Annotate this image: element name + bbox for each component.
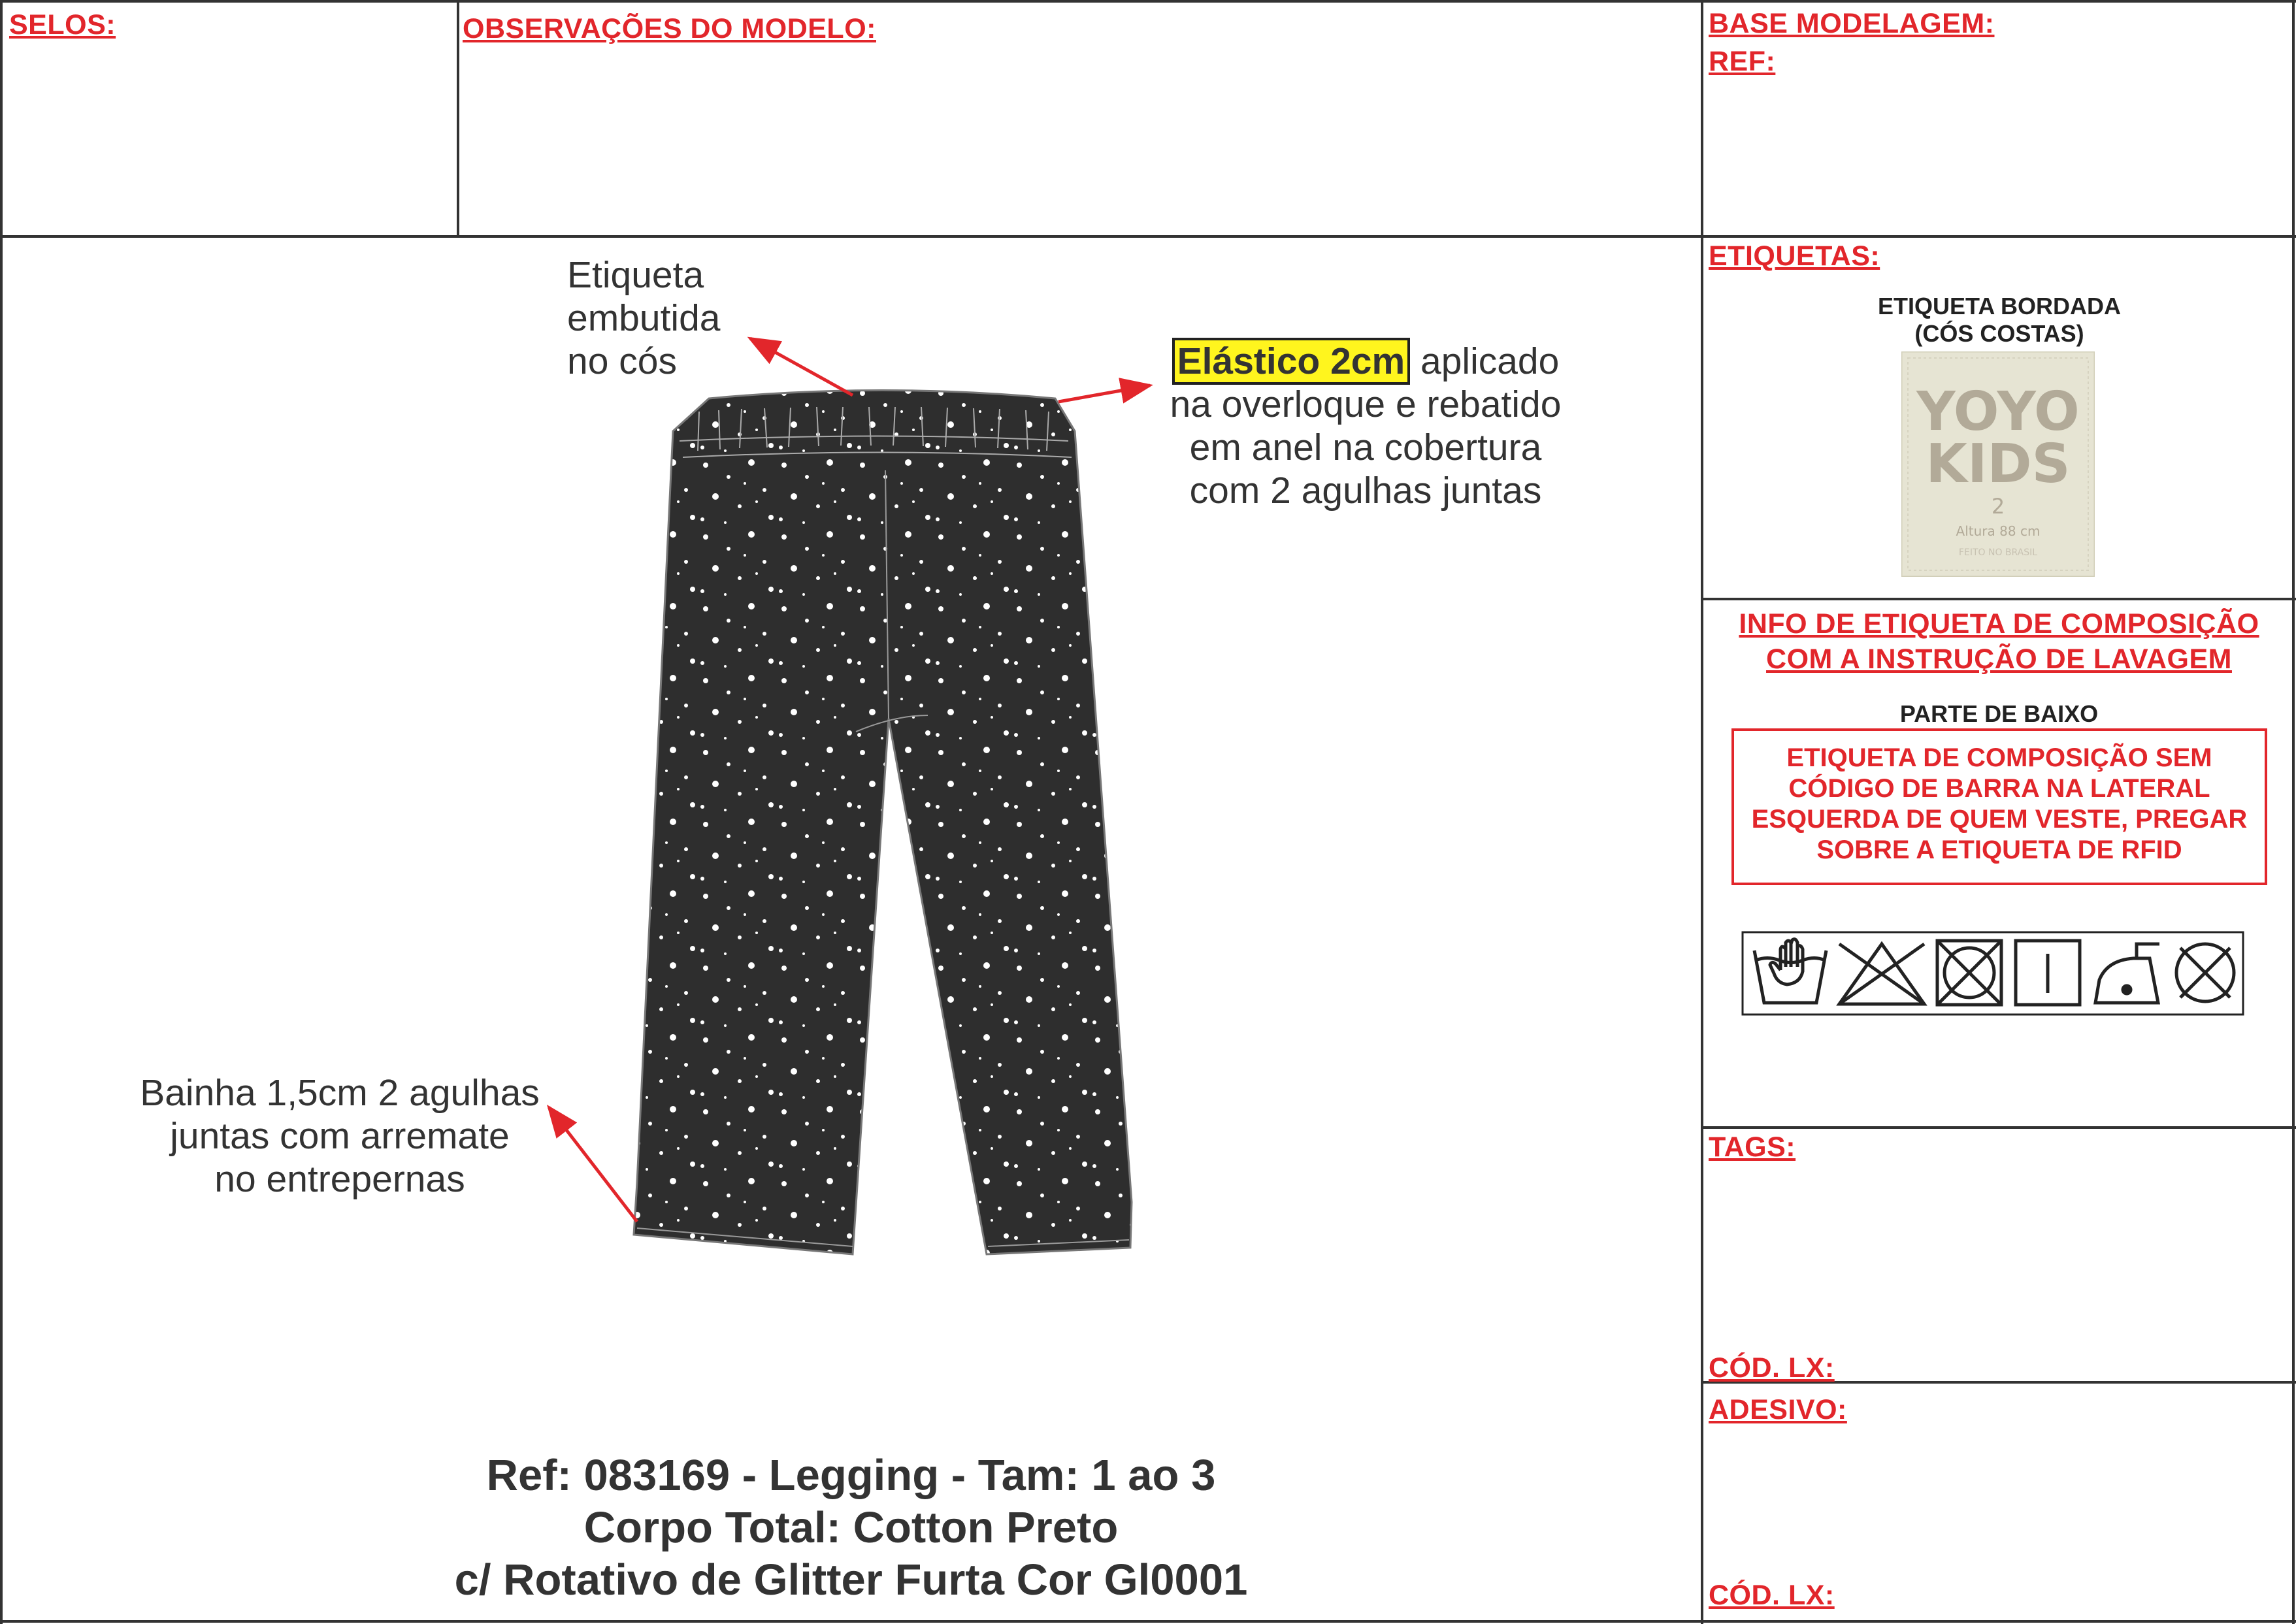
etiqueta-arrow <box>750 338 853 395</box>
bainha-note <box>118 1071 562 1201</box>
bainha-line-3: no entrepernas <box>214 1158 465 1200</box>
composicao-box-line-3: ESQUERDA DE QUEM VESTE, PREGAR <box>1751 805 2248 834</box>
footer-line-2: Corpo Total: Cotton Preto <box>583 1503 1119 1552</box>
etiqueta-bordada <box>1764 293 2235 348</box>
etiqueta-line-2: embutida <box>567 297 721 339</box>
etiqueta-bordada-line-2: (CÓS COSTAS) <box>1914 320 2084 347</box>
care-symbols <box>1741 931 2244 1016</box>
composicao-title-line-2: COM A INSTRUÇÃO DE LAVAGEM <box>1766 643 2232 675</box>
parte-de-baixo: PARTE DE BAIXO <box>1899 700 2099 727</box>
svg-text:FEITO NO BRASIL: FEITO NO BRASIL <box>1958 547 2038 558</box>
ref-label: REF: <box>1709 46 1776 77</box>
selos-label: SELOS: <box>9 9 116 41</box>
adesivo-label: ADESIVO: <box>1709 1394 1847 1425</box>
composicao-box-line-1: ETIQUETA DE COMPOSIÇÃO SEM <box>1786 743 2212 772</box>
elastico-line-2: na overloque e rebatido <box>1170 383 1562 425</box>
woven-label-image <box>1901 351 2095 577</box>
etiqueta-line-1: Etiqueta <box>567 254 704 296</box>
cod-lx-adesivo: CÓD. LX: <box>1709 1580 1835 1611</box>
footer-line-1: Ref: 083169 - Legging - Tam: 1 ao 3 <box>486 1451 1216 1500</box>
composicao-title <box>1702 606 2296 677</box>
elastico-note <box>1150 340 1581 512</box>
etiquetas-label: ETIQUETAS: <box>1709 240 1880 272</box>
observacoes-label: OBSERVAÇÕES DO MODELO: <box>463 13 876 44</box>
etiqueta-line-3: no cós <box>567 340 677 382</box>
svg-text:YOYO: YOYO <box>1916 381 2080 443</box>
etiqueta-bordada-line-1: ETIQUETA BORDADA <box>1878 293 2121 319</box>
elastico-first-rest: aplicado <box>1420 340 1560 382</box>
bainha-arrow <box>549 1107 637 1222</box>
elastico-line-3: em anel na cobertura <box>1189 427 1542 468</box>
composicao-title-line-1: INFO DE ETIQUETA DE COMPOSIÇÃO <box>1739 608 2259 640</box>
svg-text:2: 2 <box>1991 494 2005 519</box>
base-modelagem-label: BASE MODELAGEM: <box>1709 8 1995 39</box>
elastico-arrow <box>1058 385 1150 402</box>
tags-label: TAGS: <box>1709 1131 1796 1163</box>
composicao-box-line-2: CÓDIGO DE BARRA NA LATERAL <box>1788 774 2210 803</box>
etiqueta-note <box>567 253 721 383</box>
bainha-line-1: Bainha 1,5cm 2 agulhas <box>140 1072 540 1114</box>
elastico-highlight: Elástico 2cm <box>1172 338 1411 385</box>
composicao-box-line-4: SOBRE A ETIQUETA DE RFID <box>1816 836 2182 864</box>
elastico-line-4: com 2 agulhas juntas <box>1189 470 1542 512</box>
bainha-line-2: juntas com arremate <box>170 1115 510 1157</box>
elastico-first-line <box>1150 340 1581 383</box>
footer-line-3: c/ Rotativo de Glitter Furta Cor Gl0001 <box>454 1555 1248 1604</box>
svg-text:Altura 88 cm: Altura 88 cm <box>1956 523 2041 539</box>
svg-text:KIDS: KIDS <box>1926 433 2071 495</box>
cod-lx-tags: CÓD. LX: <box>1709 1352 1835 1384</box>
composicao-box <box>1731 728 2267 885</box>
